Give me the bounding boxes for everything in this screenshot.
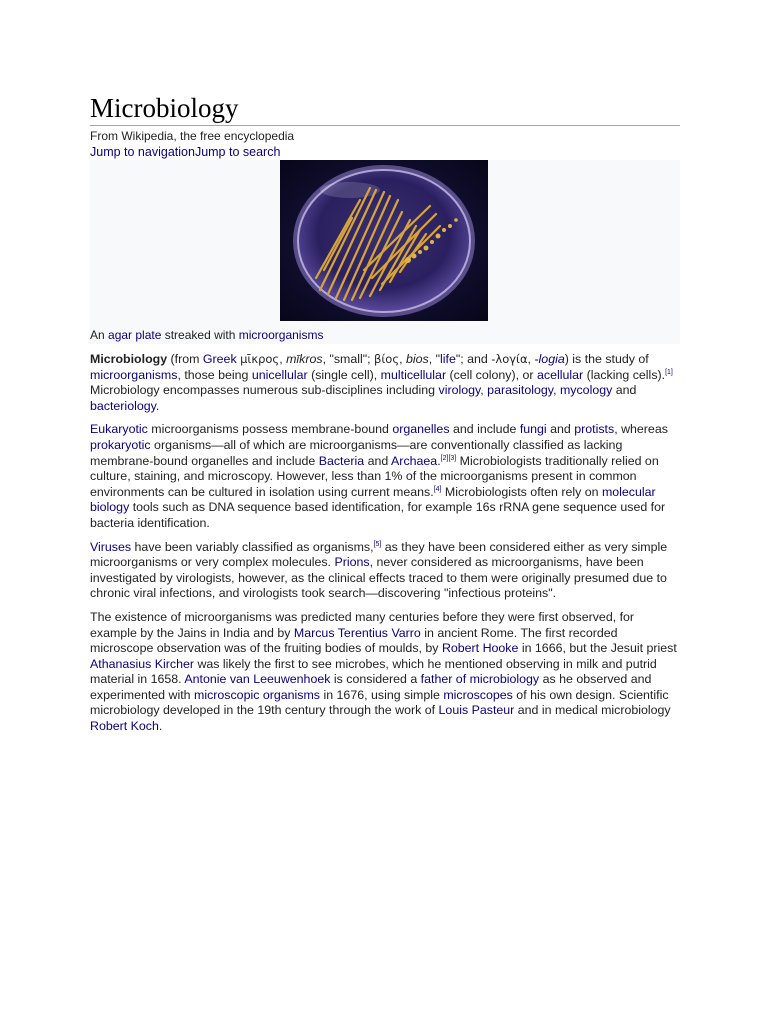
viruses-link[interactable]: Viruses: [90, 539, 132, 554]
father-of-microbiology-link[interactable]: father of microbiology: [420, 672, 540, 687]
prokaryotic-link[interactable]: prokaryotic: [90, 437, 151, 452]
page-title: Microbiology: [90, 92, 680, 126]
jump-to-search-link[interactable]: Jump to search: [194, 145, 281, 159]
microorganisms-caption-link[interactable]: microorganisms: [238, 328, 324, 342]
multicellular-link[interactable]: multicellular: [380, 367, 447, 382]
paragraph-eukaryotic: Eukaryotic microorganisms possess membrane-bound organelles and include fungi and protists, whereas prokaryotic organisms—all of which are microorganisms—are conventionally classified as lacking membrane-bound organelles and include Bacteria and Archaea.[2][3] Microbiologists traditionally relied on culture, staining, and microscopy. However, less than 1% of the microorganisms present in common environments can be cultured in isolation using current means.[4] Microbiologists often rely on molecular biology tools such as DNA sequence based identification, for example 16s rRNA gene sequence used for bacteria identification.: [90, 422, 668, 530]
agar-plate-link[interactable]: agar plate: [108, 328, 162, 342]
unicellular-link[interactable]: unicellular: [251, 367, 308, 382]
prions-link[interactable]: Prions: [334, 555, 370, 570]
parasitology-link[interactable]: parasitology: [487, 383, 554, 398]
greek-logia: -λογία: [491, 352, 528, 366]
figure-caption: [90, 328, 323, 343]
archaea-link[interactable]: Archaea: [391, 453, 438, 468]
caption-text: An: [90, 328, 109, 342]
pasteur-link[interactable]: Louis Pasteur: [438, 703, 515, 718]
microorganisms-link[interactable]: microorganisms: [90, 367, 178, 382]
kircher-link[interactable]: Athanasius Kircher: [90, 656, 194, 671]
citation-1[interactable]: [1]: [665, 368, 673, 376]
mycology-link[interactable]: mycology: [559, 383, 613, 398]
term-bold: Microbiology: [90, 352, 168, 366]
bacteriology-link[interactable]: bacteriology: [90, 398, 156, 413]
citation-4[interactable]: [4]: [433, 485, 442, 493]
eukaryotic-link[interactable]: Eukaryotic: [90, 422, 148, 437]
greek-link[interactable]: Greek: [202, 352, 237, 366]
jump-to-navigation-link[interactable]: Jump to navigation: [90, 145, 195, 159]
paragraph-viruses: Viruses have been variably classified as organisms,[5] as they have been considered either as very simple microorganisms or very complex molecules. Prions, never considered as microorganisms, have been investigated by virologists, however, as the clinical effects traced to them were originally presumed due to chronic viral infections, and virologists took search—discovering "infectious proteins".: [90, 539, 668, 601]
caption-text: streaked with: [161, 328, 239, 342]
koch-link[interactable]: Robert Koch: [90, 719, 159, 734]
virology-link[interactable]: virology: [438, 383, 481, 398]
greek-bios: βίος: [374, 352, 400, 366]
paragraph-history: The existence of microorganisms was predicted many centuries before they were first observed, for example by the Jains in India and by Marcus Terentius Varro in ancient Rome. The first recorded microscope observation was of the fruiting bodies of moulds, by Robert Hooke in 1666, but the Jesuit priest Athanasius Kircher was likely the first to see microbes, which he mentioned observing in milk and putrid material in 1658. Antonie van Leeuwenhoek is considered a father of microbiology as he observed and experimented with microscopic organisms in 1676, using simple microscopes of his own design. Scientific microbiology developed in the 19th century through the work of Louis Pasteur and in medical microbiology Robert Koch.: [90, 609, 677, 734]
hooke-link[interactable]: Robert Hooke: [441, 641, 519, 656]
bacteria-link[interactable]: Bacteria: [318, 453, 365, 468]
mikros-italic: mīkros: [286, 352, 323, 366]
logia-link[interactable]: -logia: [534, 352, 565, 366]
citation-5[interactable]: [5]: [373, 540, 382, 548]
microscopes-link[interactable]: microscopes: [443, 687, 513, 702]
tagline: From Wikipedia, the free encyclopedia: [90, 129, 295, 143]
protists-link[interactable]: protists: [574, 422, 615, 437]
article-body: [90, 352, 680, 735]
varro-link[interactable]: Marcus Terentius Varro: [293, 625, 421, 640]
citation-2-3[interactable]: [2][3]: [440, 454, 457, 462]
agar-plate-image[interactable]: [280, 160, 488, 321]
microscopic-organisms-link[interactable]: microscopic organisms: [194, 687, 321, 702]
acellular-link[interactable]: acellular: [536, 367, 584, 382]
bios-italic: bios: [405, 352, 429, 366]
jump-links: [90, 144, 680, 160]
article-page: [90, 0, 680, 743]
paragraph-intro: Microbiology (from Greek μῑκρος, mīkros, "small"; βίος, bios, "life"; and -λογία, -logia) is the study of microorganisms, those being unicellular (single cell), multicellular (cell colony), or acellular (lacking cells).[1] Microbiology encompasses numerous sub-disciplines including virology, parasitology, mycology and bacteriology.: [90, 352, 673, 413]
agar-plate-photo: [280, 160, 488, 321]
greek-mikros: μῑκρος: [240, 352, 280, 366]
infobox-figure: [90, 160, 680, 344]
molecular-biology-link[interactable]: molecular biology: [90, 484, 656, 515]
fungi-link[interactable]: fungi: [519, 422, 547, 437]
life-link[interactable]: life: [440, 352, 456, 366]
organelles-link[interactable]: organelles: [392, 422, 450, 437]
leeuwenhoek-link[interactable]: Antonie van Leeuwenhoek: [184, 672, 331, 687]
